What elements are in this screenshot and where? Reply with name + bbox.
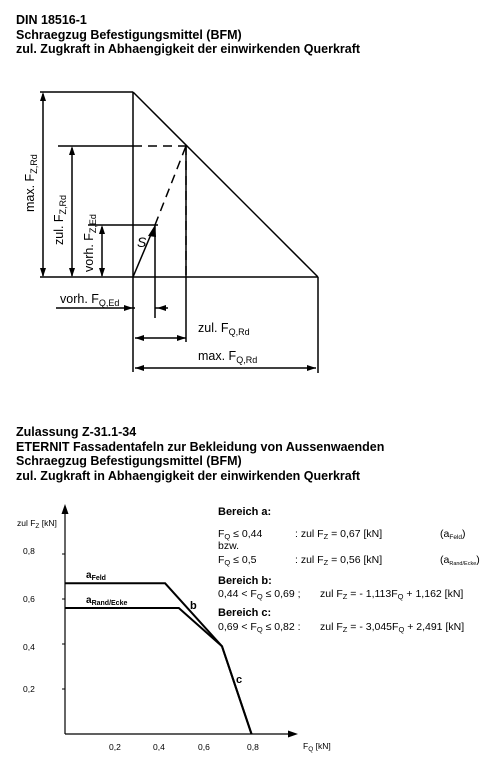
region-label-b: b (190, 600, 197, 612)
x-tick-label: 0,4 (153, 742, 165, 752)
a1-value: : zul FZ = 0,67 [kN] (295, 528, 383, 541)
region-label-c: c (236, 674, 243, 686)
zul-fq-label: zul. $F_{Q,Rd}$ (198, 321, 250, 337)
formula-block (218, 506, 480, 634)
slope-line (133, 92, 318, 277)
a1-condition: FQ ≤ 0,44 (218, 528, 263, 541)
bzw-text: bzw. (218, 540, 240, 552)
max-fq-label: max. $F_{Q,Rd}$ (198, 349, 258, 365)
a2-condition: FQ ≤ 0,5 (218, 554, 257, 567)
header2-line-4: zul. Zugkraft in Abhaengigkeit der einwirkenden Querkraft (16, 468, 361, 483)
s-label: S (137, 234, 147, 250)
header-line-1: DIN 18516-1 (16, 13, 87, 27)
max-fz-label: max. $F_{Z,Rd}$ (23, 154, 39, 212)
series-label-feld: $a_{Feld}$ (86, 570, 106, 582)
series-line-rand (65, 608, 252, 734)
bereich-a-title: Bereich a: (218, 506, 272, 518)
header-line-2: Schraegzug Befestigungsmittel (BFM) (16, 27, 242, 42)
bereich-c-title: Bereich c: (218, 607, 272, 619)
zul-fz-label: zul. $F_{Z,Rd}$ (52, 194, 68, 245)
header-line-3: zul. Zugkraft in Abhaengigkeit der einwirkenden Querkraft (16, 42, 361, 56)
x-tick-label: 0,6 (198, 742, 210, 752)
a2-value: : zul FZ = 0,56 [kN] (295, 554, 383, 567)
series-label-rand: $a_{Rand/Ecke}$ (86, 595, 128, 607)
b-condition: 0,44 < FQ ≤ 0,69 ; (218, 588, 301, 601)
vorh-fz-label: vorh. $F_{Z,Ed}$ (82, 214, 98, 272)
y-tick-label: 0,2 (23, 684, 35, 694)
x-tick-label: 0,8 (247, 742, 259, 752)
x-axis-label: $F_Q$ [kN] (303, 741, 331, 753)
b-value: zul FZ = - 1,113FQ + 1,162 [kN] (320, 588, 464, 601)
y-axis-label: zul $F_Z$ [kN] (17, 518, 57, 530)
header2-line-2: ETERNIT Fassadentafeln zur Bekleidung von Aussenwaenden (16, 439, 385, 454)
bereich-b-title: Bereich b: (218, 575, 272, 587)
y-tick-label: 0,8 (23, 546, 35, 556)
y-tick-label: 0,4 (23, 642, 35, 652)
x-tick-label: 0,2 (109, 742, 121, 752)
c-value: zul FZ = - 3,045FQ + 2,491 [kN] (320, 621, 465, 634)
c-condition: 0,69 < FQ ≤ 0,82 : (218, 621, 301, 634)
a2-tag: (aRand/Ecke) (440, 554, 480, 567)
zulassung-header (16, 425, 384, 483)
y-tick-label: 0,6 (23, 594, 35, 604)
dashed-diagonal (155, 146, 186, 225)
y-ticks (62, 554, 65, 689)
a1-tag: (aFeld) (440, 528, 466, 541)
vorh-fq-label: vorh. $F_{Q,Ed}$ (60, 292, 120, 308)
header2-line-3: Schraegzug Befestigungsmittel (BFM) (16, 454, 242, 468)
header2-line-1: Zulassung Z-31.1-34 (16, 425, 137, 439)
series-line-feld (65, 583, 252, 734)
